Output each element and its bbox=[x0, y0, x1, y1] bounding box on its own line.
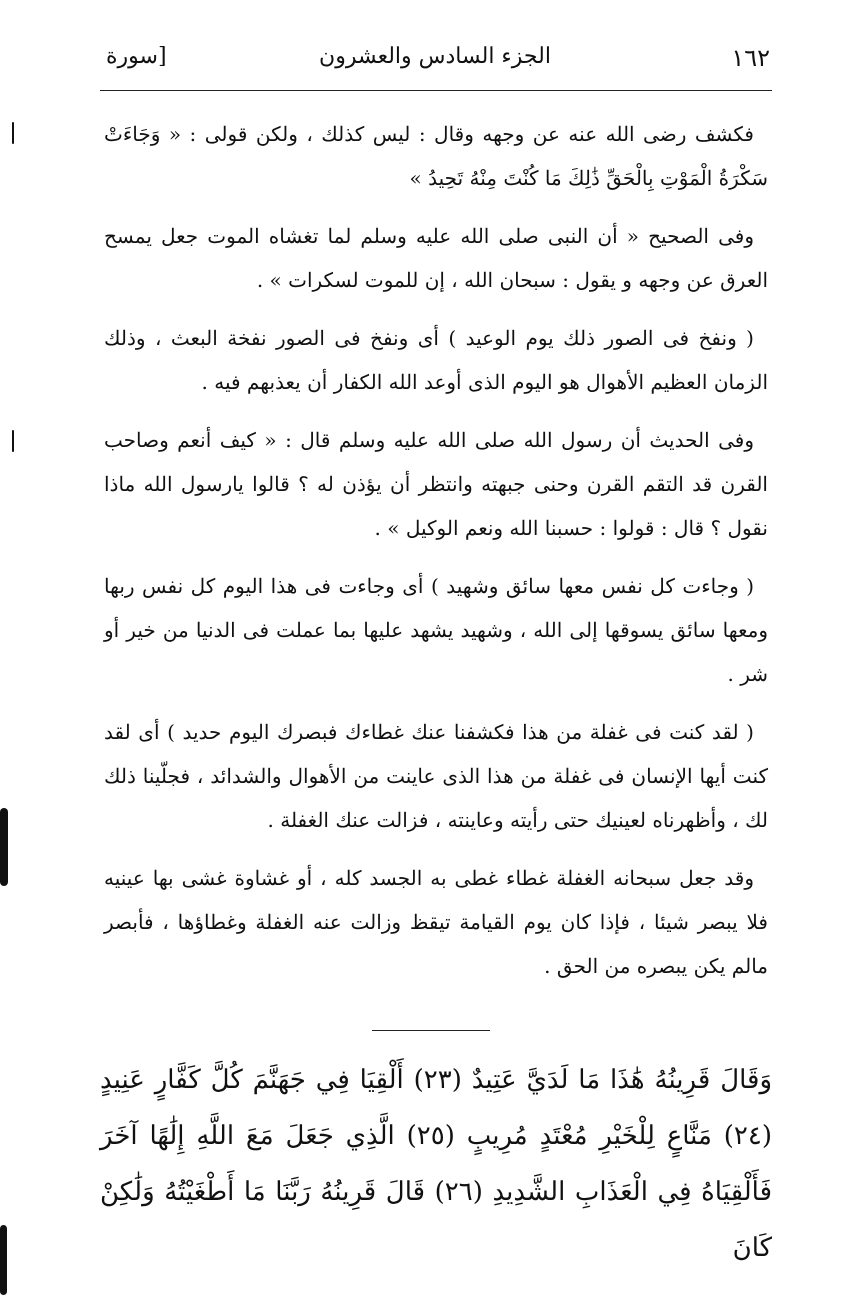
scan-edge-mark bbox=[0, 808, 8, 886]
part-title: الجزء السادس والعشرون bbox=[319, 44, 551, 69]
scan-edge-mark bbox=[12, 122, 14, 144]
scan-edge-mark bbox=[0, 1225, 7, 1295]
verse-text: وَقَالَ قَرِينُهُ هَٰذَا مَا لَدَيَّ عَتِيدٌ (٢٣) أَلْقِيَا فِي جَهَنَّمَ كُلَّ كَفَّارٍ عَنِيدٍ (٢٤) مَنَّاعٍ لِلْخَيْرِ مُعْتَدٍ مُرِيبٍ (٢٥) الَّذِي جَعَلَ مَعَ اللَّهِ إِلَٰهًا آخَرَ فَأَلْقِيَاهُ فِي الْعَذَابِ الشَّدِيدِ (٢٦) قَالَ قَرِينُهُ رَبَّنَا مَا أَطْغَيْتُهُ وَلَٰكِنْ كَانَ bbox=[100, 1065, 772, 1263]
paragraph: ( لقد كنت فى غفلة من هذا فكشفنا عنك غطاءك فبصرك اليوم حديد ) أى لقد كنت أيها الإنسان فى غفلة من هذا الذى عاينت من الأهوال والشدائد ، فجلّينا ذلك لك ، وأظهرناه لعينيك حتى رأيته وعاينته ، فزالت عنك الغفلة . bbox=[104, 720, 768, 832]
page-number: ١٦٢ bbox=[731, 44, 770, 72]
paragraph: وقد جعل سبحانه الغفلة غطاء غطى به الجسد كله ، أو غشاوة غشى بها عينيه فلا يبصر شيئا ، فإذا كان يوم القيامة تيقظ وزالت عنه الغفلة وغطاؤها ، فأبصر مالم يكن يبصره من الحق . bbox=[104, 866, 768, 978]
paragraph: وفى الصحيح « أن النبى صلى الله عليه وسلم لما تغشاه الموت جعل يمسح العرق عن وجهه و يقول : سبحان الله ، إن للموت لسكرات » . bbox=[104, 224, 768, 292]
commentary-text bbox=[104, 112, 768, 1002]
surah-label: [سورة bbox=[106, 44, 167, 69]
scan-edge-mark bbox=[12, 430, 14, 452]
paragraph: وفى الحديث أن رسول الله صلى الله عليه وسلم قال : « كيف أنعم وصاحب القرن قد التقم القرن وحنى جبهته وانتظر أن يؤذن له ؟ قالوا يارسول الله ماذا نقول ؟ قال : قولوا : حسبنا الله ونعم الوكيل » . bbox=[104, 428, 768, 540]
paragraph: ( وجاءت كل نفس معها سائق وشهيد ) أى وجاءت فى هذا اليوم كل نفس ربها ومعها سائق يسوقها إلى الله ، وشهيد يشهد عليها بما عملت فى الدنيا من خير أو شر . bbox=[104, 574, 768, 686]
quran-verses bbox=[100, 1052, 772, 1276]
paragraph: فكشف رضى الله عنه عن وجهه وقال : ليس كذلك ، ولكن قولى : « وَجَاءَتْ سَكْرَةُ الْمَوْتِ بِالْحَقِّ ذَٰلِكَ مَا كُنْتَ مِنْهُ تَحِيدُ » bbox=[104, 122, 768, 190]
header-rule bbox=[100, 90, 772, 91]
page-header bbox=[100, 40, 770, 84]
paragraph: ( ونفخ فى الصور ذلك يوم الوعيد ) أى ونفخ فى الصور نفخة البعث ، وذلك الزمان العظيم الأهوال هو اليوم الذى أوعد الله الكفار أن يعذبهم فيه . bbox=[104, 326, 768, 394]
section-separator bbox=[372, 1030, 490, 1031]
